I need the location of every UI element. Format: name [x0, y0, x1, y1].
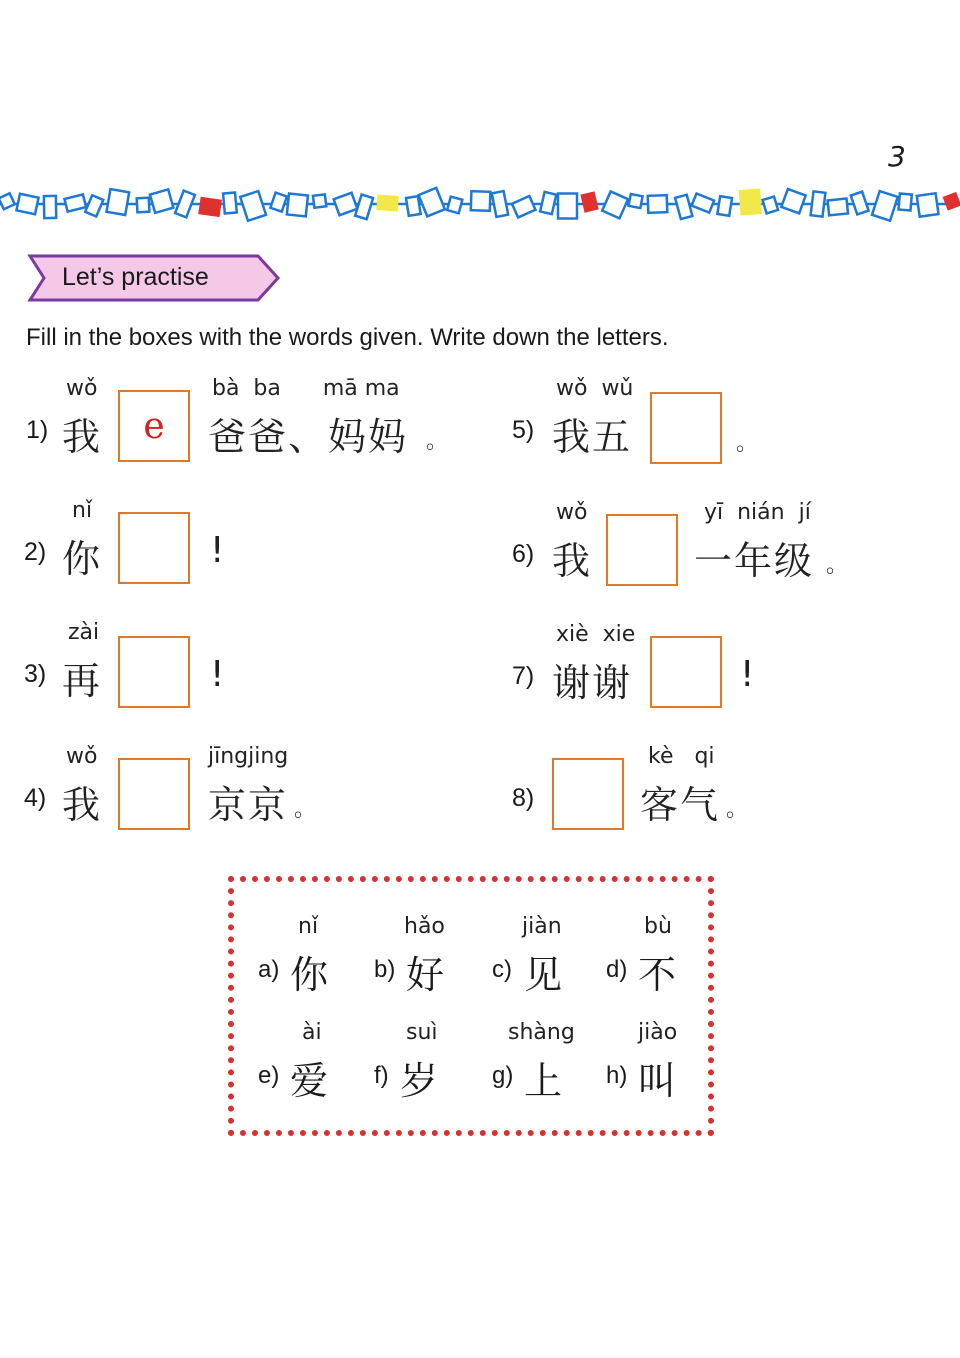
option-h-char: 叫 — [638, 1059, 677, 1103]
option-b-char: 好 — [406, 953, 445, 997]
q6-end-punct: 。 — [826, 553, 849, 578]
strip-shape — [492, 191, 508, 217]
strip-shape — [828, 199, 848, 216]
option-a-pinyin: nǐ — [298, 914, 319, 939]
option-c-letter: c) — [492, 956, 512, 983]
q3-number: 3) — [24, 660, 47, 688]
strip-shape — [872, 191, 898, 221]
q8-number: 8) — [512, 784, 535, 812]
strip-shape — [240, 191, 266, 221]
strip-shape — [740, 190, 761, 214]
strip-shape — [406, 196, 421, 216]
q2-number: 2) — [24, 538, 47, 566]
option-a-letter: a) — [258, 956, 280, 983]
strip-shape — [540, 192, 556, 214]
q3-end-punct: ! — [210, 654, 225, 695]
strip-shape — [175, 191, 195, 218]
q8-end-punct: 。 — [726, 797, 749, 822]
option-g-pinyin: shàng — [508, 1020, 575, 1045]
q5-hanzi-before: 我五 — [552, 415, 633, 459]
strip-shape — [223, 193, 237, 214]
option-f-pinyin: suì — [406, 1020, 438, 1045]
strip-shape — [944, 193, 960, 209]
strip-shape — [378, 196, 398, 210]
strip-shape — [150, 189, 174, 213]
q7-pinyin-before: xiè xie — [556, 622, 636, 647]
q1-end-punct: 。 — [426, 429, 449, 454]
strip-shape — [471, 191, 491, 211]
strip-shape — [763, 197, 779, 214]
q7-hanzi-before: 谢谢 — [552, 661, 633, 705]
q5-end-punct: 。 — [736, 431, 759, 456]
option-e-char: 爱 — [290, 1059, 329, 1103]
q2-end-punct: ! — [210, 530, 225, 571]
option-b-letter: b) — [374, 956, 396, 983]
option-d-char: 不 — [638, 953, 677, 997]
option-d-pinyin: bù — [644, 914, 672, 939]
q4-end-punct: 。 — [294, 797, 317, 822]
q7-end-punct: ! — [740, 654, 755, 695]
strip-shape — [811, 191, 826, 216]
strip-shape — [851, 192, 869, 215]
q4-number: 4) — [24, 784, 47, 812]
instruction-text: Fill in the boxes with the words given. Write down the letters. — [26, 324, 669, 351]
option-a-char: 你 — [290, 953, 329, 997]
option-g-letter: g) — [492, 1062, 514, 1089]
q6-answer-box[interactable] — [606, 514, 678, 586]
strip-shape — [200, 198, 221, 215]
option-d-letter: d) — [606, 956, 628, 983]
q2-hanzi-before: 你 — [62, 537, 103, 581]
option-c-char: 见 — [524, 953, 563, 997]
strip-shape — [692, 193, 714, 212]
strip-shape — [648, 195, 668, 213]
q4-pinyin-before: wǒ — [66, 744, 98, 769]
q6-pinyin-before: wǒ — [556, 500, 588, 525]
q5-answer-box[interactable] — [650, 392, 722, 464]
strip-shape — [781, 189, 805, 213]
page-number: 3 — [888, 140, 906, 173]
decorative-border-strip — [0, 178, 960, 228]
option-e-letter: e) — [258, 1062, 280, 1089]
q4-hanzi-before: 我 — [62, 783, 103, 827]
q6-number: 6) — [512, 540, 535, 568]
q1-hanzi-after: 爸爸、妈妈 — [208, 415, 409, 459]
option-e-pinyin: ài — [302, 1020, 322, 1045]
option-h-letter: h) — [606, 1062, 628, 1089]
q1-hanzi-before: 我 — [62, 415, 103, 459]
strip-shape — [917, 193, 939, 216]
q3-hanzi-before: 再 — [62, 659, 103, 703]
option-c-pinyin: jiàn — [522, 914, 562, 939]
q8-answer-box[interactable] — [552, 758, 624, 830]
strip-shape — [419, 188, 445, 216]
q2-answer-box[interactable] — [118, 512, 190, 584]
strip-shape — [355, 195, 373, 220]
q6-pinyin-after: yī nián jí — [704, 500, 811, 525]
strip-shape — [582, 193, 597, 211]
strip-shape — [447, 197, 462, 214]
q4-pinyin-after: jīngjing — [208, 744, 289, 769]
q3-answer-box[interactable] — [118, 636, 190, 708]
q3-pinyin-before: zài — [68, 620, 100, 645]
option-f-letter: f) — [374, 1062, 389, 1089]
strip-shape — [334, 193, 358, 215]
q2-pinyin-before: nǐ — [72, 498, 93, 523]
option-f-char: 岁 — [400, 1059, 439, 1103]
strip-shape — [106, 189, 129, 215]
option-h-pinyin: jiào — [638, 1020, 678, 1045]
strip-shape — [629, 194, 643, 208]
strip-shape — [0, 193, 15, 209]
strip-shape — [558, 194, 577, 219]
q6-hanzi-before: 我 — [552, 539, 593, 583]
strip-shape — [44, 196, 56, 218]
option-g-char: 上 — [524, 1059, 563, 1103]
strip-shape — [313, 194, 326, 207]
strip-shape — [270, 193, 287, 212]
q5-number: 5) — [512, 416, 535, 444]
strip-shape — [602, 191, 628, 218]
q4-hanzi-after: 京京 — [208, 783, 289, 827]
strip-shape — [898, 194, 911, 211]
strip-shape — [85, 195, 103, 216]
strip-shape — [675, 195, 692, 219]
option-b-pinyin: hǎo — [404, 914, 445, 939]
q1-answer-box[interactable]: e — [118, 390, 190, 462]
q8-pinyin-after: kè qi — [648, 744, 715, 769]
strip-shape — [512, 196, 535, 217]
q6-hanzi-after: 一年级 — [694, 539, 815, 583]
strip-shape — [717, 196, 732, 216]
q5-pinyin-before: wǒ wǔ — [556, 376, 634, 401]
q7-number: 7) — [512, 662, 535, 690]
strip-shape — [16, 194, 38, 215]
q1-pinyin-after: bà ba mā ma — [212, 376, 400, 401]
q4-answer-box[interactable] — [118, 758, 190, 830]
banner-label: Let’s practise — [62, 263, 209, 291]
strip-shape — [287, 194, 308, 217]
strip-shape — [64, 194, 86, 211]
q8-hanzi-after: 客气 — [640, 783, 721, 827]
strip-shape — [137, 198, 150, 213]
q1-pinyin-before: wǒ — [66, 376, 98, 401]
q7-answer-box[interactable] — [650, 636, 722, 708]
q1-number: 1) — [26, 416, 49, 444]
